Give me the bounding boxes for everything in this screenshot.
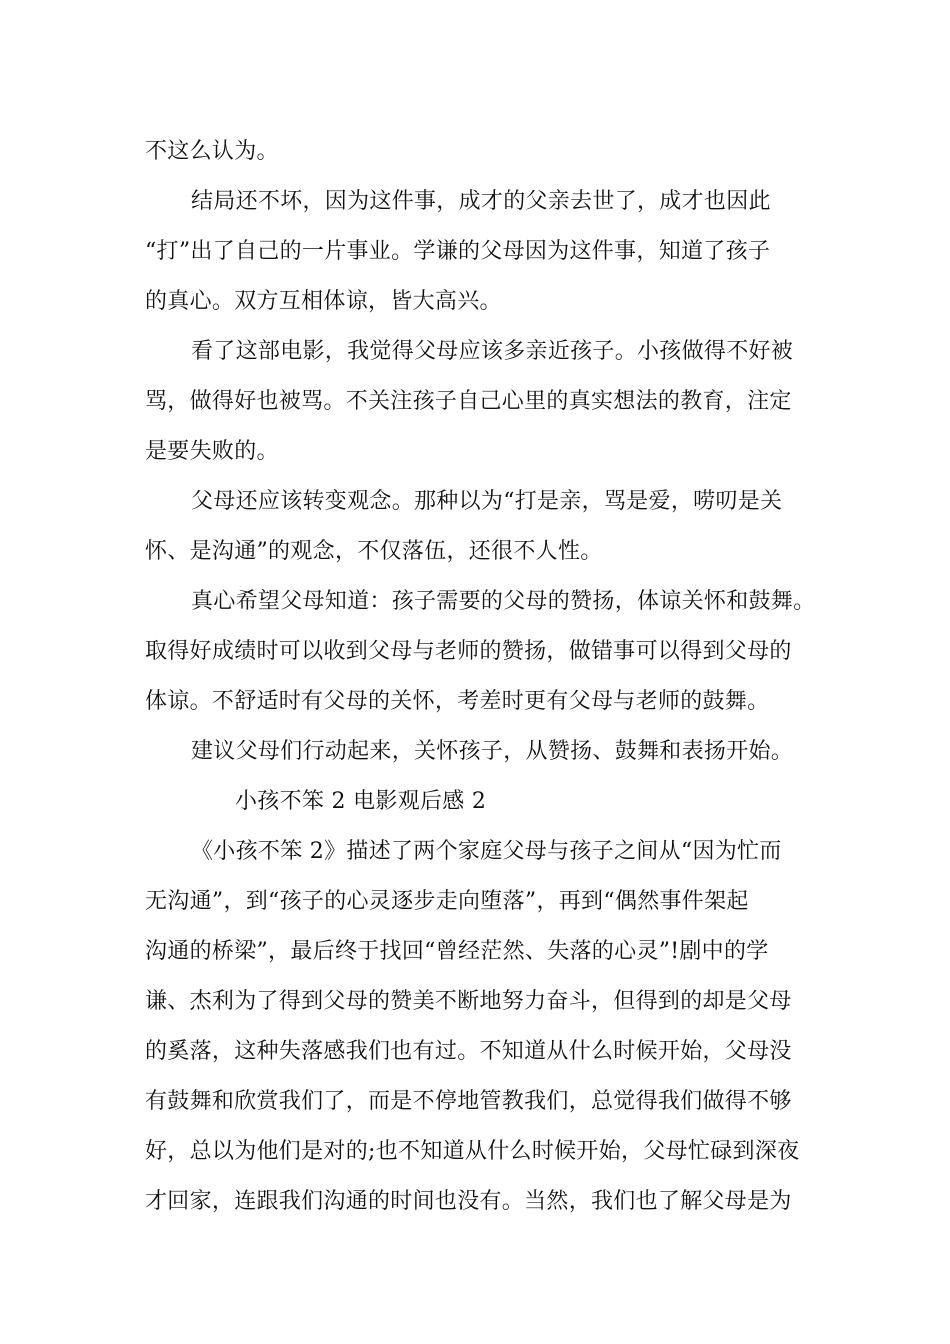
text-line: 才回家，连跟我们沟通的时间也没有。当然，我们也了解父母是为 xyxy=(145,1189,792,1214)
text-line: 沟通的桥梁”，最后终于找回“曾经茫然、失落的心灵”!剧中的学 xyxy=(145,939,769,964)
text-line: 无沟通”，到“孩子的心灵逐步走向堕落”，再到“偶然事件架起 xyxy=(145,889,749,914)
text-line: 取得好成绩时可以收到父母与老师的赞扬，做错事可以得到父母的 xyxy=(145,639,792,664)
text-line: 谦、杰利为了得到父母的赞美不断地努力奋斗，但得到的却是父母 xyxy=(145,989,792,1014)
text-line: 骂，做得好也被骂。不关注孩子自己心里的真实想法的教育，注定 xyxy=(145,389,792,414)
text-line: 怀、是沟通”的观念，不仅落伍，还很不人性。 xyxy=(145,539,603,564)
text-line: 有鼓舞和欣赏我们了，而是不停地管教我们，总觉得我们做得不够 xyxy=(145,1089,792,1114)
text-line: 结局还不坏，因为这件事，成才的父亲去世了，成才也因此 xyxy=(191,189,771,214)
text-line: 父母还应该转变观念。那种以为“打是亲，骂是爱，唠叨是关 xyxy=(191,489,783,514)
text-line: 好，总以为他们是对的;也不知道从什么时候开始，父母忙碌到深夜 xyxy=(145,1139,800,1164)
text-line: 体谅。不舒适时有父母的关怀，考差时更有父母与老师的鼓舞。 xyxy=(145,689,770,714)
text-line: 的奚落，这种失落感我们也有过。不知道从什么时候开始，父母没 xyxy=(145,1039,792,1064)
text-line: “打”出了自己的一片事业。学谦的父母因为这件事，知道了孩子 xyxy=(145,239,771,264)
text-line: 的真心。双方互相体谅，皆大高兴。 xyxy=(145,289,502,314)
text-line: 建议父母们行动起来，关怀孩子，从赞扬、鼓舞和表扬开始。 xyxy=(191,739,794,764)
text-line: 不这么认为。 xyxy=(145,139,279,164)
section-title: 小孩不笨 2 电影观后感 2 xyxy=(235,789,487,814)
text-line: 是要失败的。 xyxy=(145,439,279,464)
text-line: 看了这部电影，我觉得父母应该多亲近孩子。小孩做得不好被 xyxy=(191,339,794,364)
text-line: 真心希望父母知道：孩子需要的父母的赞扬，体谅关怀和鼓舞。 xyxy=(191,589,816,614)
text-line: 《小孩不笨 2》描述了两个家庭父母与孩子之间从“因为忙而 xyxy=(191,839,782,864)
